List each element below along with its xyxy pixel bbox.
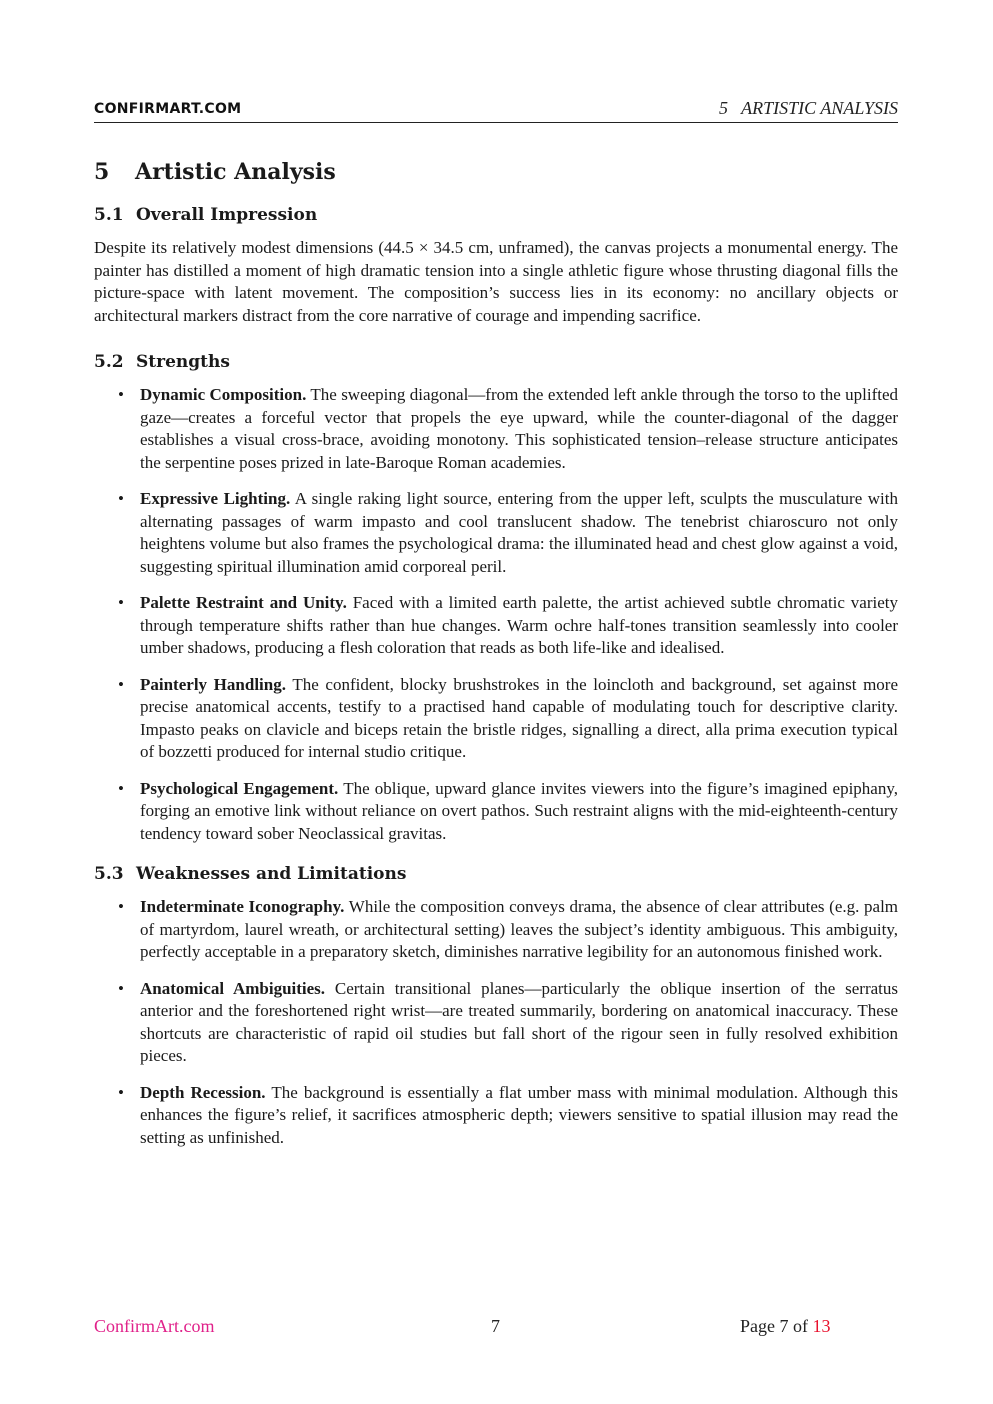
footer-page-count — [740, 1316, 830, 1337]
subsection-title: Weaknesses and Limitations — [136, 864, 407, 884]
running-section-title: 5 ARTISTIC ANALYSIS — [718, 98, 898, 118]
section-heading — [94, 156, 898, 188]
list-item — [94, 488, 898, 578]
item-term: Psychological Engagement. — [140, 778, 339, 798]
subsection-heading-strengths — [94, 349, 898, 375]
bullet-icon: • — [118, 593, 124, 612]
overall-impression-paragraph: Despite its relatively modest dimensions (44.5 × 34.5 cm, unframed), the canvas projects a monumental energy. The painter has distilled a moment of high dramatic tension into a single athletic figure whose thrusting diagonal fills the picture-space with latent movement. The composition’s success lies in its economy: no ancillary objects or architectural markers distract from the core narrative of courage and impending sacrifice. — [94, 238, 898, 325]
subsection-heading-weaknesses — [94, 861, 898, 887]
list-item — [94, 592, 898, 660]
list-item — [94, 674, 898, 764]
subsection-number: 5.1 — [94, 205, 124, 225]
page-footer — [94, 1316, 898, 1340]
list-item — [94, 778, 898, 846]
section-title: Artistic Analysis — [135, 159, 336, 185]
section-number: 5 — [94, 159, 110, 185]
bullet-icon: • — [118, 489, 124, 508]
list-item — [94, 978, 898, 1068]
item-term: Dynamic Composition. — [140, 385, 307, 404]
subsection-title: Strengths — [136, 352, 230, 372]
list-item — [94, 896, 898, 964]
bullet-icon: • — [118, 978, 124, 998]
item-term: Anatomical Ambiguities. — [140, 978, 326, 998]
list-item — [94, 384, 898, 474]
item-term: Painterly Handling. — [140, 674, 286, 694]
document-body — [94, 156, 898, 1165]
footer-page-number: 7 — [491, 1316, 500, 1336]
item-text: The oblique, upward glance invites viewers into the figure’s imagined epiphany, forging an emotive link without reliance on overt pathos. Such restraint aligns with the mid-eighteenth-century tendency toward sober Neoclassical gravitas. — [140, 778, 898, 843]
item-term: Palette Restraint and Unity. — [140, 593, 347, 612]
page-header — [94, 96, 898, 123]
subsection-number: 5.2 — [94, 352, 124, 372]
item-term: Indeterminate Iconography. — [140, 897, 345, 916]
strengths-list — [94, 384, 898, 845]
item-text: The background is essentially a flat umber mass with minimal modulation. Although this enhances the figure’s relief, it sacrifices atmospheric depth; viewers sensitive to spatial illusion may read the setting as unfinished. — [140, 1082, 898, 1147]
item-term: Expressive Lighting. — [140, 489, 291, 508]
item-text: While the composition conveys drama, the absence of clear attributes (e.g. palm of martyrdom, laurel wreath, or architectural setting) leaves the subject’s identity ambiguous. This ambiguity, perfectly acceptable in a preparatory sketch, diminishes narrative legibility for an autonomous finished work. — [140, 897, 899, 961]
subsection-number: 5.3 — [94, 864, 124, 884]
bullet-icon: • — [118, 1082, 124, 1102]
page-count-prefix: Page 7 of — [740, 1316, 808, 1336]
item-term: Depth Recession. — [140, 1082, 266, 1102]
item-text: Faced with a limited earth palette, the artist achieved subtle chromatic variety through temperature shifts rather than hue changes. Warm ochre half-tones transition seamlessly into cooler umber shadows, producing a flesh coloration that reads as both life-like and idealised. — [140, 593, 898, 657]
page-total-link[interactable]: 13 — [812, 1316, 831, 1336]
item-text: A single raking light source, entering from the upper left, sculpts the musculature with alternating passages of warm impasto and cool translucent shadow. The tenebrist chiaroscuro not only heightens volume but also frames the psychological drama: the illuminated head and chest glow against a void, suggesting spiritual illumination amid corporeal peril. — [140, 489, 898, 576]
weaknesses-list — [94, 896, 898, 1149]
site-logo: CONFIRMART.COM — [94, 101, 242, 117]
subsection-heading-overall-impression — [94, 202, 898, 228]
subsection-title: Overall Impression — [136, 205, 318, 225]
list-item — [94, 1082, 898, 1150]
footer-site-link[interactable]: ConfirmArt.com — [94, 1316, 215, 1336]
bullet-icon: • — [118, 778, 124, 798]
item-text: Certain transitional planes—particularly the oblique insertion of the serratus anterior and the foreshortened right wrist—are treated summarily, bordering on anatomical inaccuracy. These shortcuts are characteristic of rapid oil studies but fall short of the rigour seen in fully resolved exhibition pieces. — [140, 978, 898, 1065]
bullet-icon: • — [118, 674, 124, 694]
bullet-icon: • — [118, 385, 124, 404]
item-text: The sweeping diagonal—from the extended left ankle through the torso to the uplifted gaze—creates a forceful vector that propels the eye upward, while the counter-diagonal of the dagger establishes a visual cross-brace, avoiding monotony. This sophisticated tension–release structure anticipates the serpentine poses prized in late-Baroque Roman academies. — [140, 385, 898, 472]
bullet-icon: • — [118, 897, 124, 916]
item-text: The confident, blocky brushstrokes in the loincloth and background, set against more precise anatomical accents, testify to a practised hand capable of modulating touch for descriptive clarity. Impasto peaks on clavicle and biceps retain the bristle ridges, signalling a direct, alla prima execution typical of bozzetti produced for internal studio critique. — [140, 674, 898, 761]
